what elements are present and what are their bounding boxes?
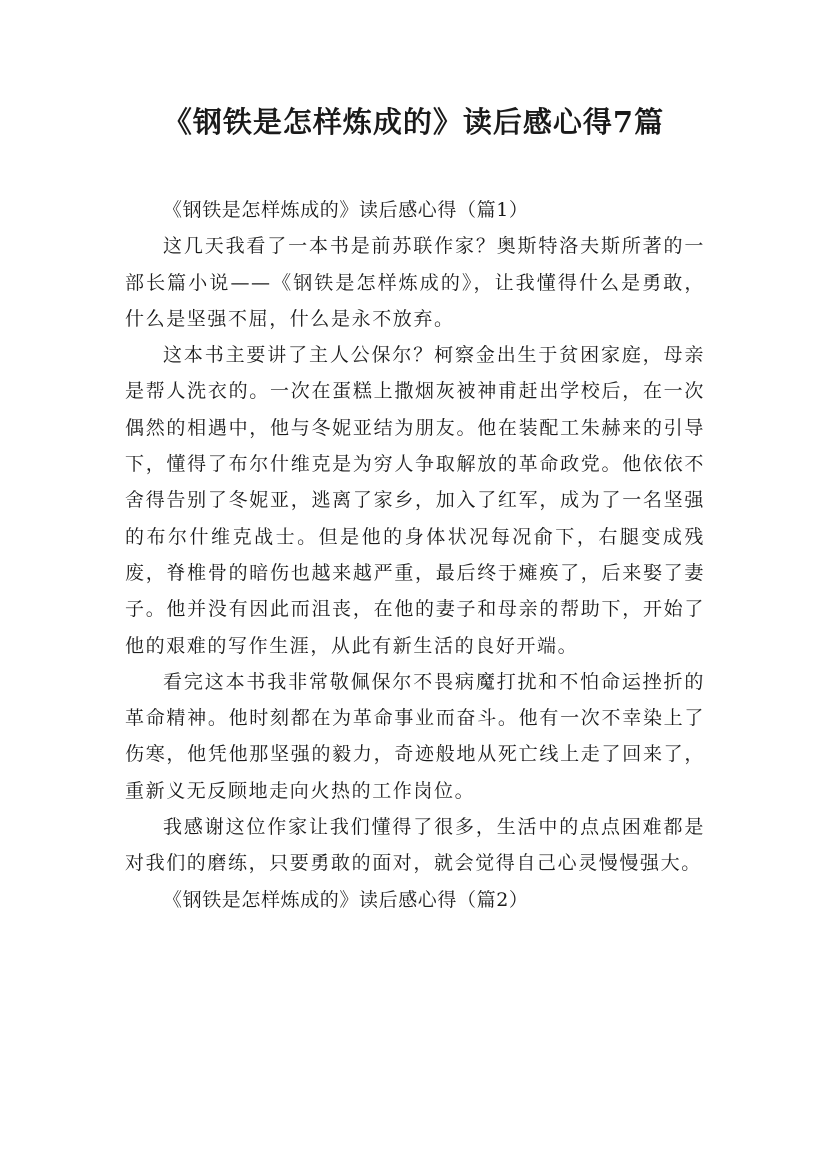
- section-heading-2: 《钢铁是怎样炼成的》读后感心得（篇2）: [163, 888, 529, 911]
- document-title: 《钢铁是怎样炼成的》读后感心得7篇: [162, 105, 665, 139]
- document-body: [125, 192, 705, 918]
- paragraph-2: 这本书主要讲了主人公保尔？柯察金出生于贫困家庭，母亲是帮人洗衣的。一次在蛋糕上撒烟灰被神甫赶出学校后，在一次偶然的相遇中，他与冬妮亚结为朋友。他在装配工朱赫来的引导下，懂得了布尔什维克是为穷人争取解放的革命政党。他依依不舍得告别了冬妮亚，逃离了家乡，加入了红军，成为了一名坚强的布尔什维克战士。但是他的身体状况每况俞下，右腿变成残废，脊椎骨的暗伤也越来越严重，最后终于瘫痪了，后来娶了妻子。他并没有因此而沮丧，在他的妻子和母亲的帮助下，开始了他的艰难的写作生涯，从此有新生活的良好开端。: [125, 344, 705, 657]
- paragraph-1: 这几天我看了一本书是前苏联作家？奥斯特洛夫斯所著的一部长篇小说——《钢铁是怎样炼成的》，让我懂得什么是勇敢，什么是坚强不屈，什么是永不放弃。: [125, 235, 705, 330]
- section-heading-1: 《钢铁是怎样炼成的》读后感心得（篇1）: [163, 199, 529, 221]
- paragraph-3: 看完这本书我非常敬佩保尔不畏病魔打扰和不怕命运挫折的革命精神。他时刻都在为革命事业而奋斗。他有一次不幸染上了伤寒，他凭他那坚强的毅力，奇迹般地从死亡线上走了回来了，重新义无反顾地走向火热的工作岗位。: [125, 670, 705, 802]
- paragraph-4: 我感谢这位作家让我们懂得了很多，生活中的点点困难都是对我们的磨练，只要勇敢的面对，就会觉得自己心灵慢慢强大。: [125, 816, 705, 875]
